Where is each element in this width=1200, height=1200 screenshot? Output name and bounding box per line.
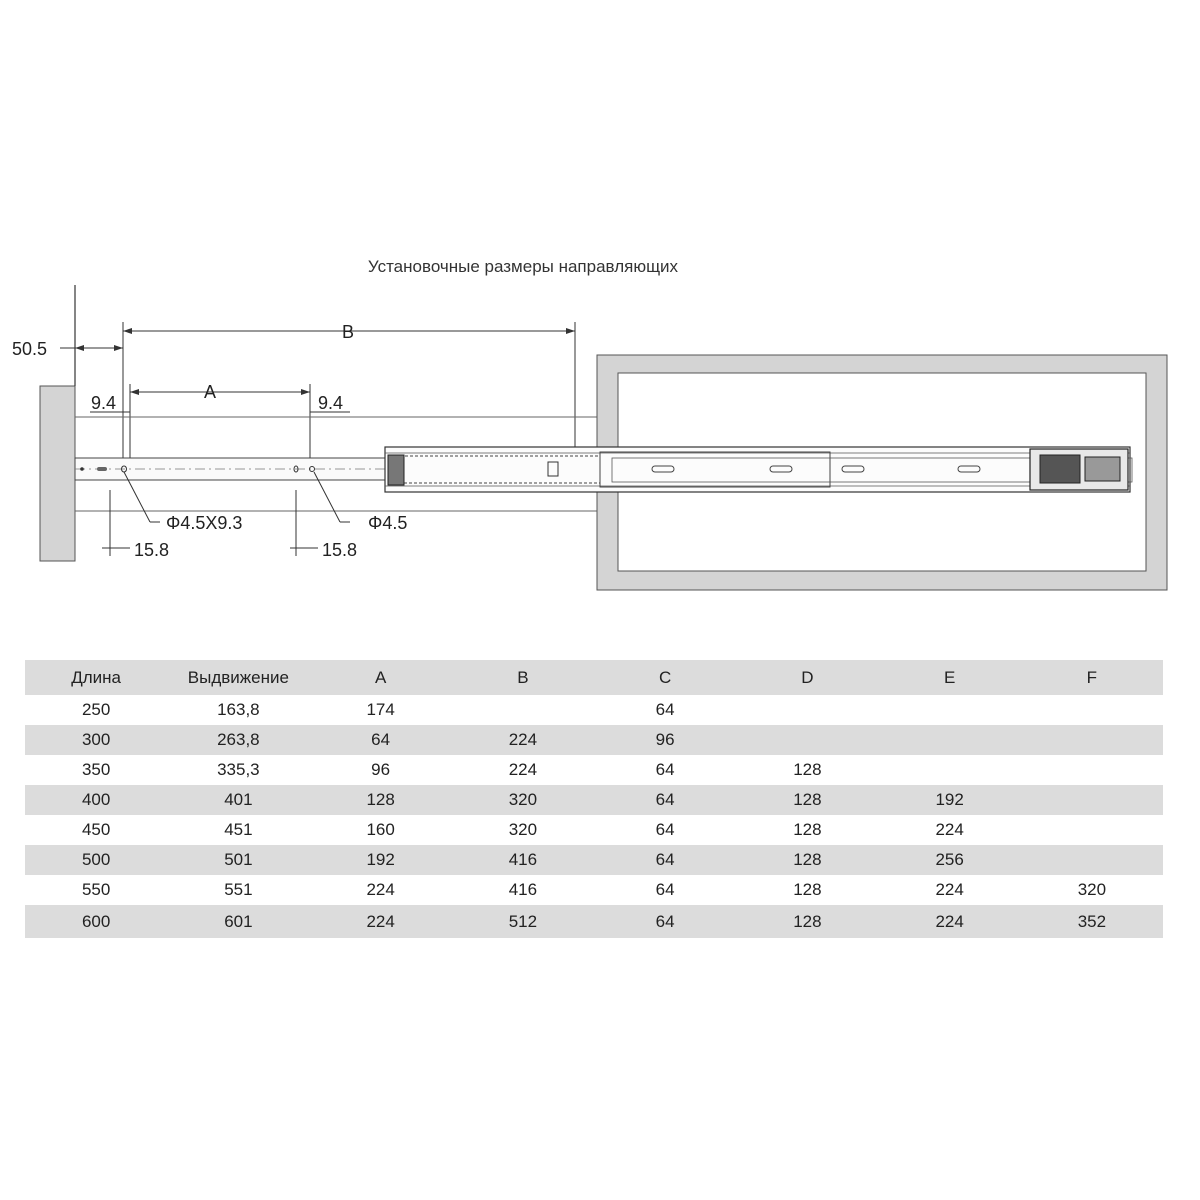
header-d: D bbox=[801, 667, 814, 687]
table-row bbox=[25, 875, 1163, 905]
cell-e: 224 bbox=[935, 880, 964, 899]
cell-extension: 451 bbox=[224, 820, 253, 839]
table-row bbox=[25, 905, 1163, 938]
cell-length: 500 bbox=[81, 850, 111, 869]
offset-right-label: 15.8 bbox=[322, 540, 358, 560]
cell-d: 128 bbox=[793, 820, 822, 839]
cell-a: 96 bbox=[371, 760, 391, 779]
rear-stop bbox=[388, 455, 404, 485]
cell-f bbox=[1021, 845, 1163, 875]
header-a: A bbox=[374, 667, 387, 687]
cell-d: 128 bbox=[793, 850, 822, 869]
arrow-head bbox=[75, 345, 84, 351]
span-a-label: A bbox=[203, 382, 217, 402]
arrow-head bbox=[123, 328, 132, 334]
cell-a: 224 bbox=[366, 911, 395, 931]
cell-b: 224 bbox=[508, 760, 538, 779]
cell-c: 64 bbox=[655, 820, 675, 839]
table-row bbox=[25, 845, 1163, 875]
cell-e: 224 bbox=[935, 911, 964, 931]
cell-b: 320 bbox=[508, 790, 538, 809]
table-row bbox=[25, 695, 1163, 725]
cell-b: 512 bbox=[508, 911, 538, 931]
cell-d bbox=[736, 725, 878, 755]
cell-f bbox=[1021, 815, 1163, 845]
gap-left-label: 9.4 bbox=[91, 393, 117, 413]
round-hole-label: Φ4.5 bbox=[368, 513, 408, 533]
cell-e bbox=[879, 695, 1021, 725]
cell-d: 128 bbox=[793, 880, 822, 899]
cell-f bbox=[1021, 785, 1163, 815]
cell-length: 400 bbox=[81, 790, 111, 809]
cabinet-side-panel bbox=[40, 386, 75, 561]
cell-extension: 263,8 bbox=[217, 730, 260, 749]
cell-a: 224 bbox=[366, 880, 395, 899]
table-row bbox=[25, 755, 1163, 785]
cell-extension: 163,8 bbox=[217, 700, 260, 719]
arrow-head bbox=[566, 328, 575, 334]
lever-detail bbox=[1085, 457, 1120, 481]
header-b: B bbox=[517, 667, 529, 687]
header-c: C bbox=[658, 667, 672, 687]
cell-f: 352 bbox=[1077, 911, 1107, 931]
slide-size-table bbox=[25, 660, 1163, 938]
cell-b bbox=[452, 695, 594, 725]
cell-d: 128 bbox=[793, 790, 822, 809]
span-b-label: B bbox=[341, 322, 355, 342]
cell-e: 224 bbox=[935, 820, 964, 839]
cell-d bbox=[736, 695, 878, 725]
cell-a: 160 bbox=[366, 820, 395, 839]
cell-extension: 601 bbox=[224, 911, 253, 931]
cell-length: 450 bbox=[81, 820, 111, 839]
cell-c: 64 bbox=[655, 850, 675, 869]
arrow-head bbox=[301, 389, 310, 395]
cell-c: 64 bbox=[655, 790, 675, 809]
cell-f bbox=[1021, 695, 1163, 725]
header-f: F bbox=[1086, 667, 1098, 687]
cell-e bbox=[879, 755, 1021, 785]
cell-length: 300 bbox=[81, 730, 111, 749]
cell-c: 64 bbox=[655, 760, 675, 779]
table-row bbox=[25, 785, 1163, 815]
cell-e: 256 bbox=[935, 850, 964, 869]
cell-b: 416 bbox=[508, 880, 538, 899]
cell-a: 64 bbox=[371, 730, 391, 749]
cell-a: 128 bbox=[366, 790, 395, 809]
cell-extension: 401 bbox=[224, 790, 253, 809]
offset-left-label: 15.8 bbox=[134, 540, 170, 560]
cell-f: 320 bbox=[1077, 880, 1107, 899]
gap-right-label: 9.4 bbox=[318, 393, 344, 413]
cell-c: 64 bbox=[655, 911, 675, 931]
cell-length: 250 bbox=[81, 700, 111, 719]
cell-extension: 501 bbox=[224, 850, 253, 869]
header-extension: Выдвижение bbox=[187, 667, 289, 687]
table-row bbox=[25, 815, 1163, 845]
cell-f bbox=[1021, 725, 1163, 755]
arrow-head bbox=[114, 345, 123, 351]
table-header-row bbox=[25, 660, 1163, 695]
cell-b: 416 bbox=[508, 850, 538, 869]
cell-b: 224 bbox=[508, 730, 538, 749]
header-length: Длина bbox=[71, 667, 122, 687]
cell-length: 600 bbox=[81, 911, 111, 931]
mounting-slot bbox=[80, 467, 84, 471]
cell-b: 320 bbox=[508, 820, 538, 839]
drawing-title: Установочные размеры направляющих bbox=[367, 257, 679, 276]
mounting-slot bbox=[97, 467, 107, 471]
cell-d: 128 bbox=[793, 760, 822, 779]
cell-c: 64 bbox=[655, 880, 675, 899]
table-row bbox=[25, 725, 1163, 755]
lever-detail bbox=[1040, 455, 1080, 483]
slide-body bbox=[385, 447, 1130, 492]
cell-extension: 551 bbox=[224, 880, 253, 899]
cell-e: 192 bbox=[935, 790, 964, 809]
arrow-head bbox=[130, 389, 139, 395]
header-e: E bbox=[943, 667, 956, 687]
cell-a: 192 bbox=[366, 850, 395, 869]
cell-extension: 335,3 bbox=[217, 760, 260, 779]
cell-c: 64 bbox=[655, 700, 675, 719]
slot-hole-label: Φ4.5X9.3 bbox=[166, 513, 243, 533]
front-offset-label: 50.5 bbox=[12, 339, 48, 359]
cell-length: 550 bbox=[81, 880, 111, 899]
cell-f bbox=[1021, 755, 1163, 785]
cell-a: 174 bbox=[366, 700, 395, 719]
cell-e bbox=[879, 725, 1021, 755]
cell-length: 350 bbox=[81, 760, 111, 779]
cell-d: 128 bbox=[793, 911, 822, 931]
cell-c: 96 bbox=[655, 730, 675, 749]
